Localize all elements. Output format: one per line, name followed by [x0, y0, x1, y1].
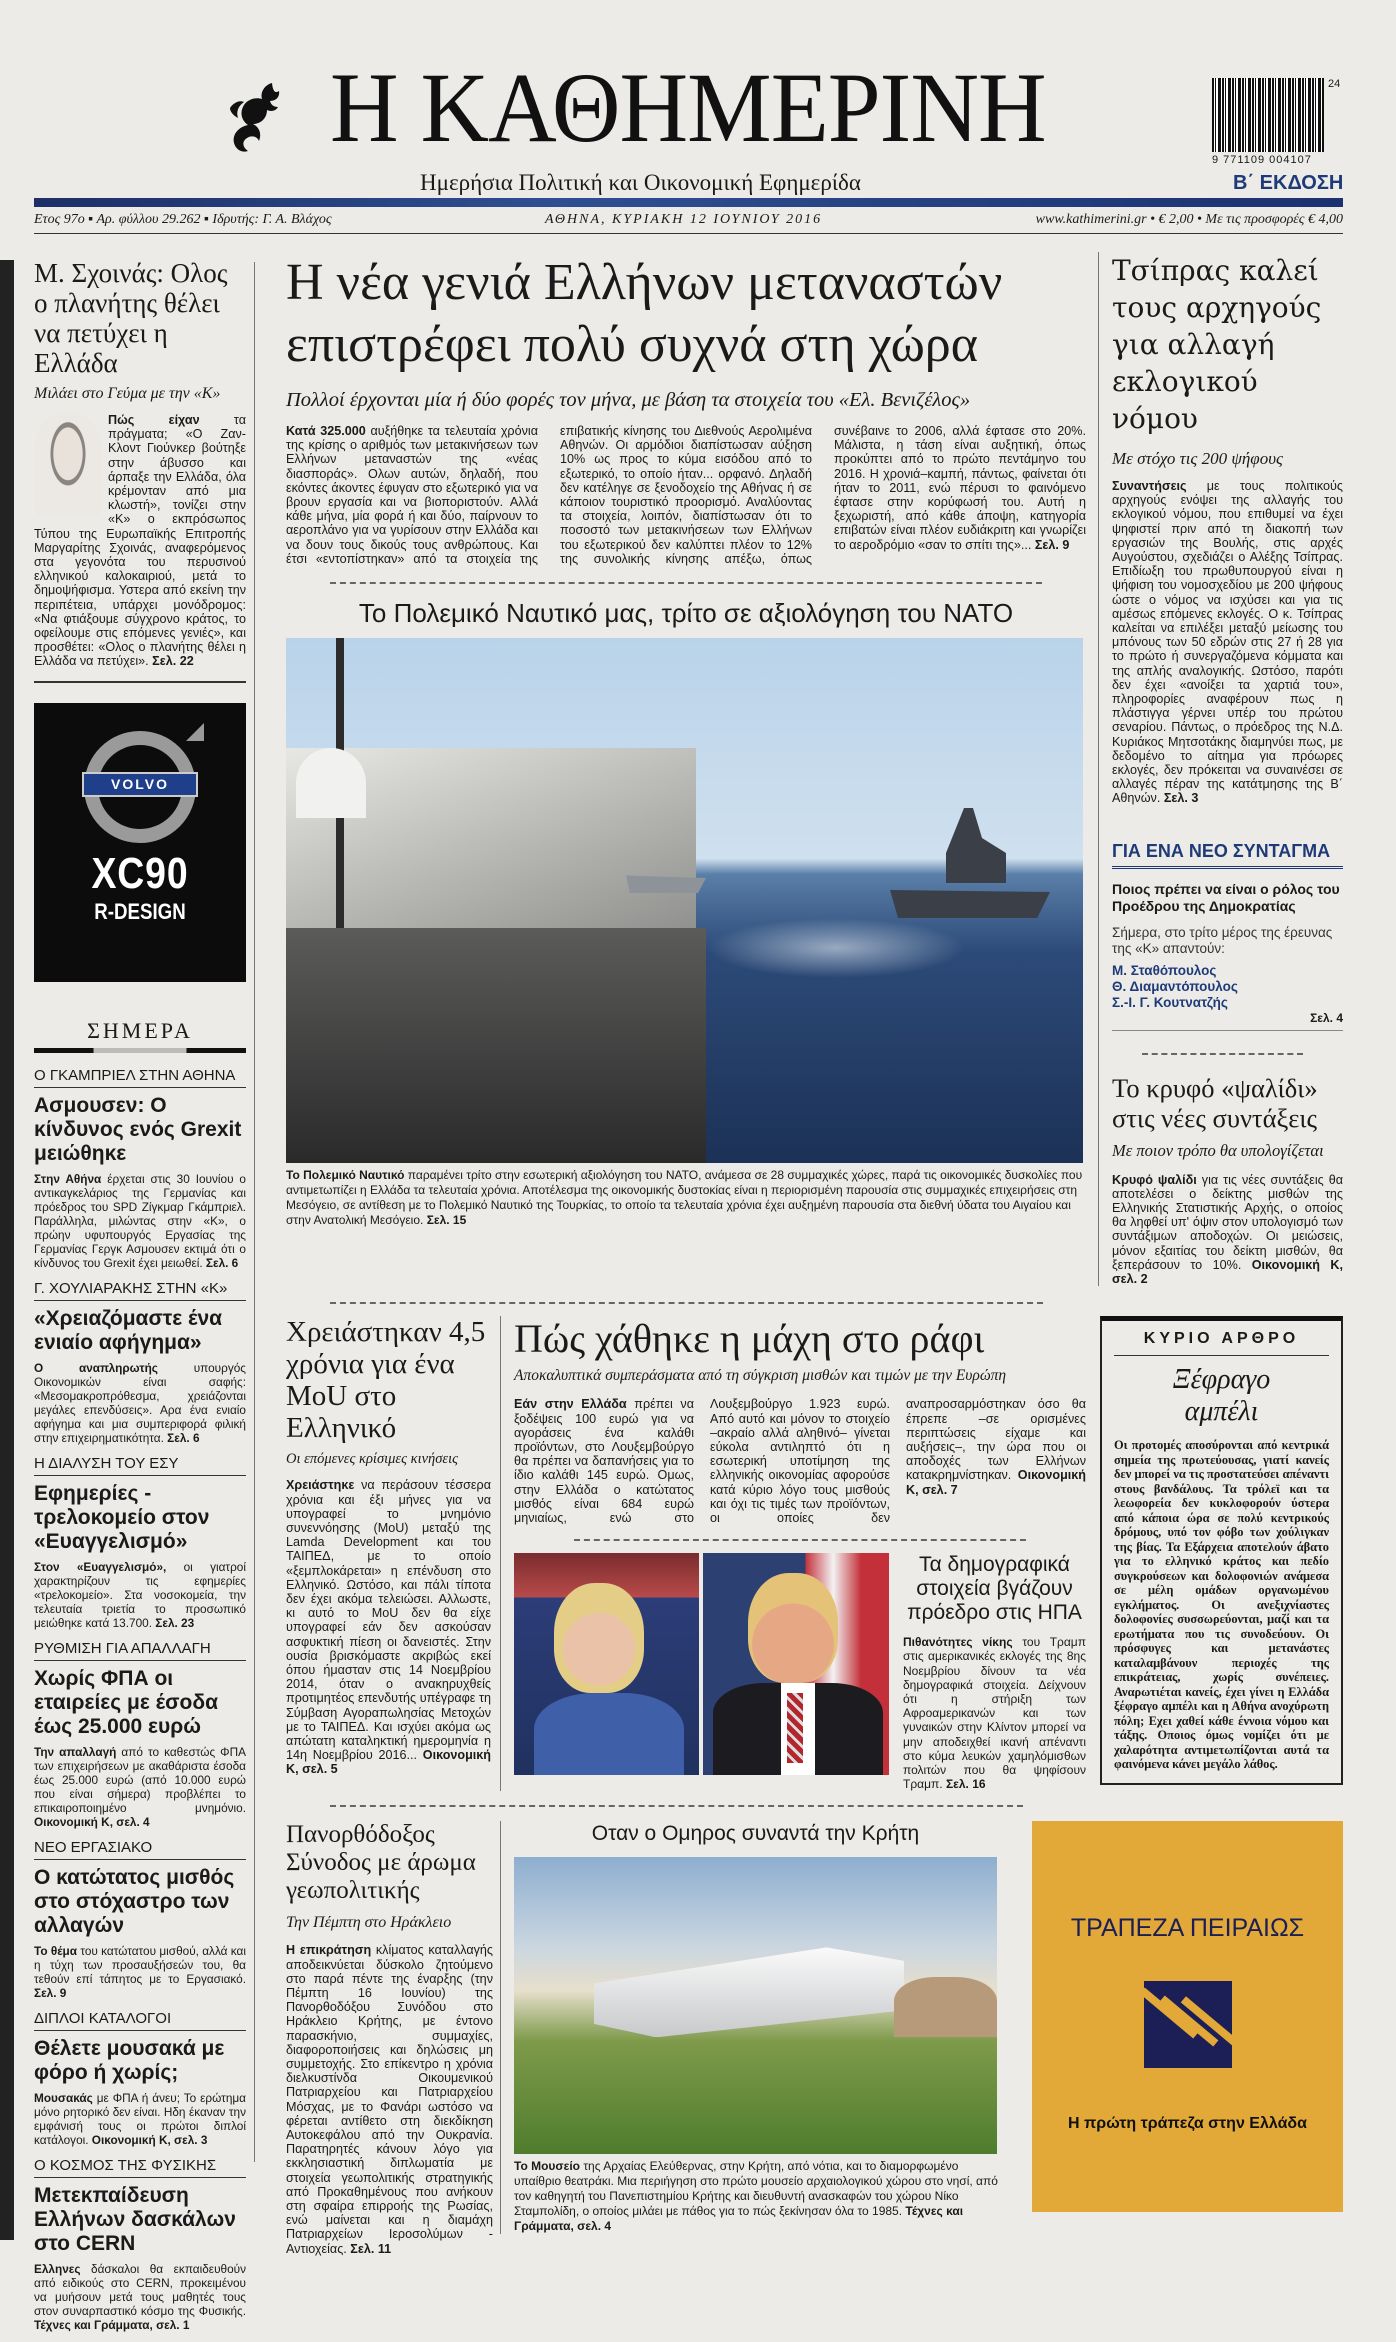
kicker: Γ. ΧΟΥΛΙΑΡΑΚΗΣ ΣΤΗΝ «Κ» — [34, 1280, 246, 1301]
headline: Πανορθόδοξος Σύνοδος με άρωμα γεωπολιτικής — [286, 1821, 476, 1905]
article-body: Την απαλλαγή από το καθεστώς ΦΠΑ των επιχειρήσεων με ακαθάριστα έσοδα έως 25.000 ευρώ (από 10.000 ευρώ που είναι σήμερα) προβλέπει το επικαιροποιημένο μνημόνιο. Οικονομική Κ, σελ. 4 — [34, 1744, 246, 1829]
section-title: ΣΗΜΕΡΑ — [87, 1017, 193, 1043]
portrait — [34, 413, 102, 515]
today-item[interactable] — [34, 1640, 246, 1829]
kicker: ΚΥΡΙΟ ΑΡΘΡΟ — [1114, 1329, 1329, 1356]
bank-slogan: Η πρώτη τράπεζα στην Ελλάδα — [1068, 2115, 1307, 2133]
subhead: Με ποιον τρόπο θα υπολογίζεται — [1112, 1140, 1324, 1160]
trump-photo — [703, 1553, 889, 1775]
volvo-logo-icon — [84, 731, 196, 843]
kicker: ΔΙΠΛΟΙ ΚΑΤΑΛΟΓΟΙ — [34, 2010, 246, 2031]
website-price[interactable]: www.kathimerini.gr • € 2,00 • Με τις προσφορές € 4,00 — [1035, 212, 1343, 227]
article-body: Χρειάστηκε να περάσουν τέσσερα χρόνια και έξι μήνες για να υπογραφεί το μνημόνιο συνεννόησης (MoU) μεταξύ της Lamda Development και του ΤΑΙΠΕΔ, με το οποίο «ξεμπλοκάρεται» η επένδυση στο Ελληνικό. Ωστόσο, και πάλι τίποτα δεν έχει ακόμα τελειώσει. Αλλωστε, κι αυτό το MoU δεν θα είχε υπογραφεί εάν δεν ασκούσαν ασφυκτική πίεση οι δανειστές. Στην ουσία βρισκόμαστε ακριβώς εκεί όπου ήμασταν στις 14 Νοεμβρίου 2014, όταν ο ανακηρυχθείς προτιμητέος επενδυτής υπέγραφε τη Σύμβαση Αγοραπωλησίας Μετοχών με το ΤΑΙΠΕΔ. Και ισχύει ακόμα ως απώτατη καταληκτική ημερομηνία η 14η Νοεμβρίου 2016... Οικονομική Κ, σελ. 5 — [286, 1478, 491, 1777]
headline: «Χρειαζόμαστε ένα ενιαίο αφήγημα» — [34, 1306, 223, 1354]
headline: Πώς χάθηκε η μάχη στο ράφι — [514, 1316, 985, 1362]
barcode-number: 9 771109 004107 — [1212, 154, 1312, 166]
headline: Μ. Σχοινάς: Ολος ο πλανήτης θέλει να πετύχει η Ελλάδα — [34, 258, 228, 378]
article-body: Στην Αθήνα έρχεται στις 30 Ιουνίου ο αντικαγκελάριος της Γερμανίας και πρόεδρος του SPD Ζίγκμαρ Γκάμπριελ. Παράλληλα, μιλώντας στην «Κ», ο πρώην υφυπουργός Εργασίας της Γερμανίας Γεργκ Ασμουσεν εκτιμά ότι ο κίνδυνος του Grexit έχει μειωθεί. Σελ. 6 — [34, 1171, 246, 1270]
top-row — [286, 252, 1343, 1286]
volvo-badge: VOLVO — [82, 772, 198, 797]
article-body: Η επικράτηση κλίματος καταλλαγής αποδεικνύεται δύσκολο ζητούμενο στο παρά πέντε της έναρξης (την Πέμπτη 16 Ιουνίου) της Πανορθοδόξου Συνόδου στο Ηράκλειο Κρήτης, με έντονο παρασκήνιο, συμμαχίες, διαφοροποιήσεις και δηλώσεις μη συμμετοχής. Στο επίκεντρο η χρόνια διελκυστίνδα Οικουμενικού Πατριαρχείου και Πατριαρχείου Μόσχας, με το Φανάρι ωστόσο να φέρεται αντίθετο στη διεκδίκηση Αυτοκεφάλου από την Ουκρανία. Παρατηρητές κάνουν λόγο για εκκλησιαστική διπλωματία με στοιχεία γεωπολιτικής στρατηγικής από Προκαθημένους που ανήκουν στη σφαίρα επιρροής της Ρωσίας, ενώ μαίνεται και η διαμάχη Πατριαρχείων Ιεροσολύμων - Αντιοχείας. Σελ. 11 — [286, 1943, 493, 2256]
respondent: Σ.-Ι. Γ. Κουτνατζής — [1112, 994, 1228, 1010]
headline: Η νέα γενιά Ελλήνων μεταναστών επιστρέφει πολύ συχνά στη χώρα — [286, 254, 1003, 373]
synod-article[interactable] — [286, 1821, 493, 2255]
kicker: ΡΥΘΜΙΣΗ ΓΙΑ ΑΠΑΛΛΑΓΗ — [34, 1640, 246, 1661]
navy-photo — [286, 638, 1083, 1163]
usa-article[interactable] — [903, 1553, 1086, 1791]
today-item[interactable] — [34, 2010, 246, 2147]
headline: Θέλετε μουσακά με φόρο ή χωρίς; — [34, 2036, 225, 2084]
piraeus-bank-ad[interactable] — [1032, 1821, 1343, 2212]
kicker: Ο ΓΚΑΜΠΡΙΕΛ ΣΤΗΝ ΑΘΗΝΑ — [34, 1067, 246, 1088]
volvo-ad[interactable] — [34, 703, 246, 982]
masthead-band — [34, 198, 1343, 207]
respondent: Μ. Σταθόπουλος — [1112, 962, 1217, 978]
info-bar — [34, 211, 1343, 229]
article-body: Ο αναπληρωτής υπουργός Οικονομικών είναι σαφής: «Μεσομακροπρόθεσμα, χρειάζονται μεγάλες επενδύσεις». Αρα ένα ενιαίο αφήγημα και μια συμπεριφορά φιλική στην επιχειρηματικότητα. Σελ. 6 — [34, 1360, 246, 1445]
today-section — [34, 1018, 246, 2332]
column-divider — [254, 262, 255, 2162]
model-trim: R-DESIGN — [94, 898, 186, 924]
page-ref: Σελ. 4 — [1112, 1011, 1343, 1031]
center-top — [286, 252, 1086, 1228]
article-body: Πώς είχαν τα πράγματα; «Ο Ζαν-Κλοντ Γιούνκερ βούτηξε στην άβυσσο και άρπαξε την Ελλάδα, όλα κρέμονταν από μια κλωστή», τονίζει στην «Κ» ο εκπρόσωπος Τύπου της Ευρωπαϊκής Επιτροπής Μαργαρίτης Σχοινάς, αναφερόμενος στα γεγονότα του περυσινού ελληνικού καλοκαιριού, μετά το δημοψήφισμα. Υστερα από εκείνη την περιπέτεια, υπάρχει μονόδρομος: «Να φτιάξουμε σύγχρονο κράτος, το οφείλουμε στις επόμενες γενιές», και προσθέτει: «Ολος ο πλανήτης θέλει η Ελλάδα να πετύχει». Σελ. 22 — [34, 413, 246, 669]
museum-photo — [514, 1857, 997, 2154]
headline: Το κρυφό «ψαλίδι» στις νέες συντάξεις — [1112, 1072, 1318, 1133]
divider — [574, 1539, 1026, 1541]
article-body: Το θέμα του κατώτατου μισθού, αλλά και η τύχη των προσαυξήσεών του, θα τεθούν επί τάπητος με το Εργασιακό. Σελ. 9 — [34, 1943, 246, 2000]
griffin-logo-icon — [212, 78, 297, 163]
editorial-box[interactable] — [1100, 1316, 1343, 1785]
subhead: Οι επόμενες κρίσιμες κινήσεις — [286, 1451, 459, 1468]
kicker: Η ΔΙΑΛΥΣΗ ΤΟΥ ΕΣΥ — [34, 1455, 246, 1476]
bank-name: ΤΡΑΠΕΖΑ ΠΕΙΡΑΙΩΣ — [1070, 1914, 1305, 1943]
model-name: XC90 — [91, 848, 189, 898]
crete-block — [500, 1821, 997, 2234]
divider — [34, 681, 246, 683]
barcode-issue: 24 — [1328, 78, 1341, 90]
pensions-article[interactable] — [1112, 1073, 1343, 1287]
subhead: Μιλάει στο Γεύμα με την «Κ» — [34, 385, 221, 402]
bottom-row — [286, 1821, 1343, 2255]
left-column — [34, 258, 246, 2342]
headline: Χωρίς ΦΠΑ οι εταιρείες με έσοδα έως 25.000 ευρώ — [34, 1666, 218, 1738]
subhead: Με στόχο τις 200 ψήφους — [1112, 449, 1283, 468]
intro: Σήμερα, στο τρίτο μέρος της έρευνας της «Κ» απαντούν: — [1112, 924, 1333, 956]
divider — [34, 1048, 246, 1053]
article-body: Στον «Ευαγγελισμό», οι γιατροί χαρακτηρίζουν τις εφημερίες «τρελοκομείο». Στα νοσοκομεία, την τελευταία τριετία το προσωπικό μειώθηκε κατά 13.700. Σελ. 23 — [34, 1559, 246, 1630]
subhead: Αποκαλυπτικά συμπεράσματα από τη σύγκριση μισθών και τιμών με την Ευρώπη — [514, 1367, 1007, 1385]
lead-story[interactable] — [286, 252, 1086, 566]
divider — [330, 582, 1042, 584]
article-body: Κατά 325.000 αυξήθηκε τα τελευταία χρόνια της κρίσης ο αριθμός των μετακινήσεων των Ελλήνων μεταναστών της «νέας διασποράς». Ολων αυτών, δηλαδή, που εκόντες άκοντες έφυγαν στο εξωτερικό για να βρουν εργασία και να βιοποριστούν. Αλλά κάθε μήνα, μία φορά ή και δύο, παίρνουν το αεροπλάνο για να γυρίσουν στην Ελλάδα και να δουν τους δικούς τους ανθρώπους. Και έτσι «εντοπίστηκαν» από τα στοιχεία της επιβατικής κίνησης του Διεθνούς Αερολιμένα Αθηνών. Οι αρμόδιοι διαπίστωσαν αύξηση 10% ως προς το κύμα εισόδου από το εξωτερικό, το οποίο ήταν... ορφανό. Δηλαδή δεν κατέληγε σε ξενοδοχείο της Αθήνας ή σε κάποιον τουριστικό προορισμό. Αναλύοντας τα στοιχεία, λοιπόν, διαπίστωσαν ότι το ποσοστό των μετακινήσεων των Ελλήνων του εξωτερικού δεν καλύπτει πλέον το 12% της συνολικής κίνησης απέξω, όπως συνέβαινε το 2006, αλλά έφτασε στο 20%. Μάλιστα, η τάση είναι αυξητική, όπως προκύπτει από το πρώτο πεντάμηνο του 2016. Η χρονιά–καμπή, πάντως, φαίνεται ότι ήταν το 2011, ενώ πέρυσι το φαινόμενο έφτασε στην κορύφωσή του. Αυτή η ξεχωριστή, από κάθε άποψη, κατηγορία επιβατών είναι πλέον ευδιάκριτη και γνωρίζει το αεροδρόμιο «σαν το σπίτι της»... Σελ. 9 — [286, 424, 1086, 566]
article-body: Οι προτομές αποσύρονται από κεντρικά σημεία της πρωτεύουσας, γιατί κανείς δεν μπορεί να τις προστατεύσει απέναντι στους βανδάλους. Τα τρόλεϊ και τα λεωφορεία δεν κυκλοφορούν ύστερα από κάποια ώρα σε πολύ κεντρικούς δρόμους, υπό τον φόβο των χούλιγκαν της βίας. Τα Εξάρχεια αποτελούν άβατο για το ελληνικό κράτος και πεδίο συγκρούσεων και δολοφονιών ανάμεσα σε μέλη ομάδων οργανωμένου εγκλήματος. Οι ανεξιχνίαστες δολοφονίες συσσωρεύονται, μαζί και τα ερωτήματα που τις συνοδεύουν. Οι πρόσφυγες και μετανάστες καταλαμβάνουν περιοχές της επικράτειας, χωρίς συνέπειες. Αναρωτιέται κανείς, έχει γίνει η Ελλάδα ξέφραγο αμπέλι και η Αθήνα ανοχύρωτη πόλη; Εχει χαθεί κάθε έννοια νόμου και τάξης. Οποιος όμως νομίζει ότι με χαλαρότητα αντιμετωπίζονται αυτά τα φαινόμενα κάνει μεγάλο λάθος. — [1114, 1438, 1329, 1772]
article-body: Εάν στην Ελλάδα πρέπει να ξοδέψεις 100 ευρώ για να αγοράσεις ένα καλάθι προϊόντων, στο Λουξεμβούργο θα πρέπει να δαπανήσεις για το ίδιο καλάθι 145 ευρώ. Ομως, στην Ελλάδα ο κατώτατος μισθός είναι 684 ευρώ μηνιαίως, ενώ στο Λουξεμβούργο 1.923 ευρώ. Από αυτό και μόνον το στοιχείο –ακραίο αλλά αληθινό– γίνεται εύκολα αντιληπτό ότι η εσωτερική υποτίμηση της ελληνικής οικονομίας αφορούσε κατά κύριο λόγο τους μισθούς και όχι τις τιμές των προϊόντων, οι οποίες δεν αναπροσαρμόστηκαν όσο θα έπρεπε –σε ορισμένες περιπτώσεις είχαμε και αυξήσεις–, την ώρα που οι αποδοχές των Ελλήνων κατακρημνίστηκαν. Οικονομική Κ, σελ. 7 — [514, 1397, 1086, 1525]
article-body: Ελληνες δάσκαλοι θα εκπαιδευθούν από ειδικούς στο CERN, προκειμένου να μυήσουν μετά τους μαθητές τους στον συναρπαστικό κόσμο της Φυσικής. Τέχνες και Γράμματα, σελ. 1 — [34, 2261, 246, 2332]
usa-row — [514, 1553, 1086, 1791]
piraeus-logo-icon — [1144, 1981, 1232, 2068]
divider — [34, 233, 1343, 234]
wages-article[interactable] — [514, 1316, 1086, 1525]
crete-caption: Το Μουσείο της Αρχαίας Ελεύθερνας, στην Κρήτη, από νότια, και το διαμορφωμένο υπαίθριο θεατράκι. Μια περιήγηση στο πρώτο μουσείο αρχαιολογικού χώρου στο νησί, από τον καθηγητή του Πανεπιστημίου Κρήτης και διευθυντή ανασκαφών του χώρου Νίκο Σταμπολίδη, ο οποίος μιλάει με πάθος για το πώς ξεκίνησαν όλα το 1985. Τέχνες και Γράμματα, σελ. 4 — [514, 2159, 998, 2234]
constitution-box[interactable] — [1112, 840, 1343, 1031]
today-item[interactable] — [34, 1280, 246, 1445]
today-item[interactable] — [34, 1067, 246, 1270]
subhead: Την Πέμπτη στο Ηράκλειο — [286, 1914, 452, 1932]
nato-headline[interactable]: Το Πολεμικό Ναυτικό μας, τρίτο σε αξιολόγηση του ΝΑΤΟ — [358, 598, 1014, 629]
article-body: Κρυφό ψαλίδι για τις νέες συντάξεις θα αποτελέσει ο δείκτης μισθών της Ελληνικής Στατιστικής Αρχής, ο οποίος θα ληφθεί υπ' όψιν στον υπολογισμό των συντάξιμων αποδοχών. Οι μειώσεις, μόνον εξαιτίας του δείκτη μισθών, θα ξεπεράσουν το 10%. Οικονομική Κ, σελ. 2 — [1112, 1172, 1343, 1287]
today-item[interactable] — [34, 1839, 246, 2000]
issue-info: Ετος 97ο ▪ Αρ. φύλλου 29.262 ▪ Ιδρυτής: Γ. Α. Βλάχος — [34, 212, 332, 227]
article-body: Συναντήσεις με τους πολιτικούς αρχηγούς ενόψει της αλλαγής του εκλογικού νόμου, που επιθυμεί να έχει ψηφιστεί πριν από τη διακοπή των εργασιών της Βουλής, στις αρχές Αυγούστου, σχεδιάζει ο Αλέξης Τσίπρας. Επιδίωξη του πρωθυπουργού είναι η ψήφιση του νομοσχεδίου με 200 ψήφους ώστε ο νόμος να ισχύσει και για τις αμέσως επόμενες εκλογές. Ο κ. Τσίπρας καλείται να επιλέξει μεταξύ μείωσης του μπόνους των 50 εδρών στις 27 ή 28 για το πρώτο ή συνεργαζόμενα κόμματα και της απλής αναλογικής. Ωστόσο, παρότι δεν έχει «ανοίξει τα χαρτιά του», πληροφορίες αναφέρουν πως η πλάστιγγα γέρνει υπέρ του πρώτου σεναρίου. Πάντως, ο πρόεδρος της Ν.Δ. Κυριάκος Μητσοτάκης διαμηνύει πως, με δεδομένο το αίτημα για πρόωρες εκλογές, δεν πρόκειται να συναινέσει σε αλλαγές πέραν της κατάτμησης της Β΄ Αθηνών. Σελ. 3 — [1112, 479, 1343, 806]
kicker: ΝΕΟ ΕΡΓΑΣΙΑΚΟ — [34, 1839, 246, 1860]
headline: Μετεκπαίδευση Ελλήνων δασκάλων στο CERN — [34, 2183, 236, 2255]
today-item[interactable] — [34, 2157, 246, 2332]
headline: Τα δημογραφικά στοιχεία βγάζουν πρόεδρο στις ΗΠΑ — [907, 1553, 1082, 1625]
divider — [330, 1302, 1043, 1304]
kicker: ΓΙΑ ΕΝΑ ΝΕΟ ΣΥΝΤΑΓΜΑ — [1112, 840, 1343, 869]
masthead-title: Η ΚΑΘΗΜΕΡΙΝΗ — [330, 52, 1046, 163]
headline: Ποιος πρέπει να είναι ο ρόλος του Προέδρου της Δημοκρατίας — [1112, 880, 1340, 914]
tsipras-article[interactable] — [1112, 252, 1343, 806]
crete-headline[interactable]: Οταν ο Ομηρος συναντά την Κρήτη — [591, 1822, 920, 1846]
middle-row — [286, 1316, 1343, 1791]
kicker: Ο ΚΟΣΜΟΣ ΤΗΣ ΦΥΣΙΚΗΣ — [34, 2157, 246, 2178]
barcode — [1212, 78, 1324, 152]
masthead-subtitle: Ημερήσια Πολιτική και Οικονομική Εφημερίδα — [420, 170, 861, 195]
page-edge — [0, 260, 14, 2240]
headline: Ξέφραγο αμπέλι — [1172, 1364, 1271, 1428]
article-body: Μουσακάς με ΦΠΑ ή άνευ; Το ερώτημα μόνο ρητορικό δεν είναι. Ηδη έκαναν την εμφάνισή τους οι πρώτοι διπλοί κατάλογοι. Οικονομική Κ, σελ. 3 — [34, 2090, 246, 2147]
headline: Ασμουσεν: Ο κίνδυνος ενός Grexit μειώθηκε — [34, 1093, 242, 1165]
headline: Εφημερίες - τρελοκομείο στον «Ευαγγελισμό» — [34, 1481, 210, 1553]
clinton-photo — [514, 1553, 699, 1775]
divider — [330, 1805, 1023, 1807]
headline: Χρειάστηκαν 4,5 χρόνια για ένα MoU στο Ελληνικό — [286, 1316, 486, 1445]
center-middle — [500, 1316, 1086, 1791]
date-line: ΑΘΗΝΑ, ΚΥΡΙΑΚΗ 12 ΙΟΥΝΙΟΥ 2016 — [544, 212, 823, 227]
right-column — [1098, 252, 1343, 1286]
headline: Ο κατώτατος μισθός στο στόχαστρο των αλλαγών — [34, 1865, 235, 1937]
headline: Τσίπρας καλεί τους αρχηγούς για αλλαγή εκλογικού νόμου — [1112, 254, 1322, 435]
respondent: Θ. Διαμαντόπουλος — [1112, 978, 1238, 994]
nato-caption: Το Πολεμικό Ναυτικό παραμένει τρίτο στην εσωτερική αξιολόγηση του ΝΑΤΟ, ανάμεσα σε 28 συμμαχικές χώρες, παρά τις οικονομικές δυσκολίες που αντιμετωπίζει η Ελλάδα τα τελευταία χρόνια. Αποτέλεσμα της οικονομικής δυστοκίας είναι η περιορισμένη παρουσία στις συμμαχικές επιχειρήσεις στη Μεσόγειο, σε αντίθεση με το Πολεμικό Ναυτικό της Τουρκίας, το οποίο τα τελευταία χρόνια έχει αυξημένη παρουσία στα διεθνή ύδατα του Αιγαίου και στην Ανατολική Μεσόγειο. Σελ. 15 — [286, 1168, 1083, 1228]
edition-label: Β΄ ΕΚΔΟΣΗ — [1233, 172, 1344, 194]
today-item[interactable] — [34, 1455, 246, 1630]
divider — [1142, 1053, 1303, 1055]
hellinikon-article[interactable] — [286, 1316, 491, 1776]
article-body: Πιθανότητες νίκης του Τραμπ στις αμερικανικές εκλογές της 8ης Νοεμβρίου δίνουν τα νέα δημογραφικά στοιχεία. Δείχνουν ότι η στήριξη των Αφροαμερικανών και των γυναικών στην Κλίντον μπορεί να μην αποδειχθεί ικανή απέναντι στο κύμα λευκών χαμηλόμισθων πολιτών που θα ψηφίσουν Τραμπ. Σελ. 16 — [903, 1635, 1086, 1792]
schoinas-article[interactable] — [34, 258, 246, 683]
main-area — [286, 252, 1343, 2256]
subhead: Πολλοί έρχονται μία ή δύο φορές τον μήνα, με βάση τα στοιχεία του «Ελ. Βενιζέλος» — [286, 389, 971, 411]
